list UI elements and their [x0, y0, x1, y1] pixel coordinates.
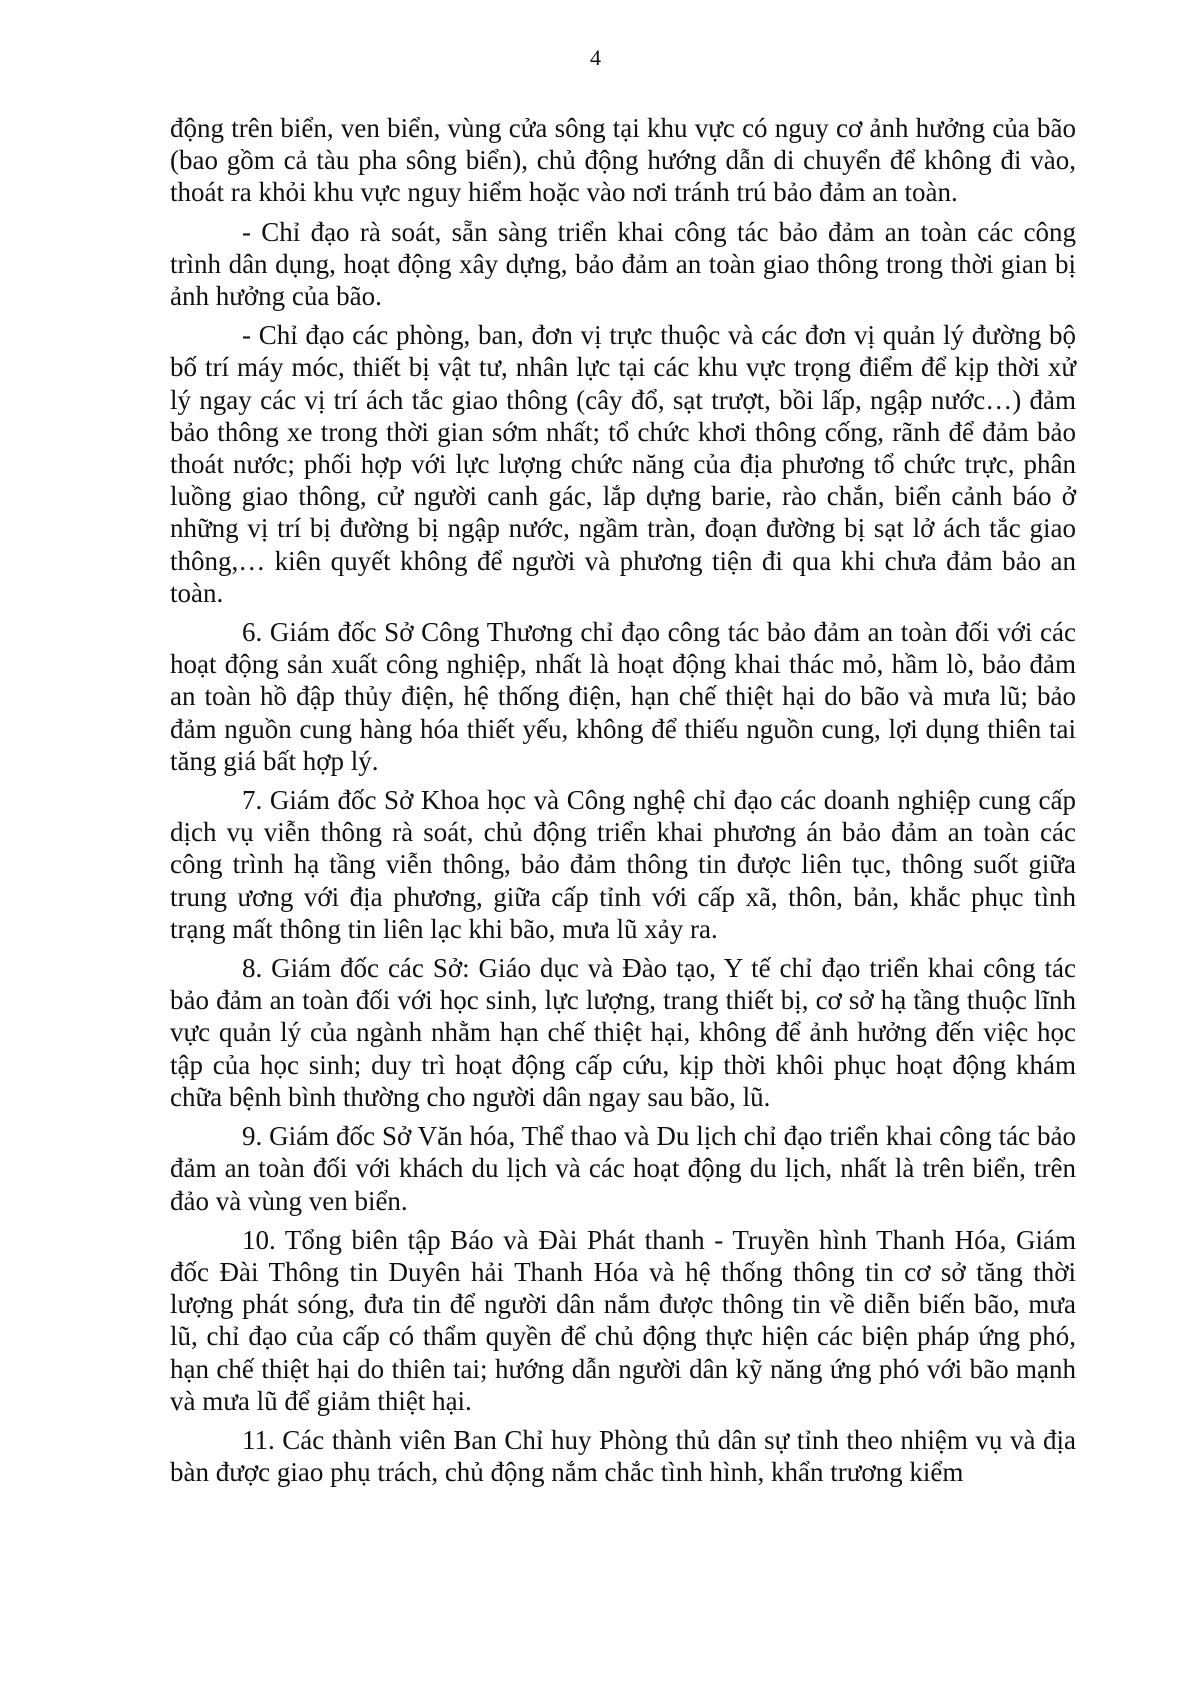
page-number: 4 — [590, 45, 601, 70]
paragraph-item-9: 9. Giám đốc Sở Văn hóa, Thể thao và Du lịch chỉ đạo triển khai công tác bảo đảm an toàn đối với khách du lịch và các hoạt động du lịch, nhất là trên biển, trên đảo và vùng ven biển. — [170, 1121, 1076, 1216]
paragraph-item-7: 7. Giám đốc Sở Khoa học và Công nghệ chỉ đạo các doanh nghiệp cung cấp dịch vụ viễn thông rà soát, chủ động triển khai phương án bảo đảm an toàn các công trình hạ tầng viễn thông, bảo đảm thông tin được liên tục, thông suốt giữa trung ương với địa phương, giữa cấp tỉnh với cấp xã, thôn, bản, khắc phục tình trạng mất thông tin liên lạc khi bão, mưa lũ xảy ra. — [170, 785, 1076, 944]
paragraph-road-clearance: - Chỉ đạo các phòng, ban, đơn vị trực thuộc và các đơn vị quản lý đường bộ bố trí máy móc, thiết bị vật tư, nhân lực tại các khu vực trọng điểm để kịp thời xử lý ngay các vị trí ách tắc giao thông (cây đổ, sạt trượt, bồi lấp, ngập nước…) đảm bảo thông xe trong thời gian sớm nhất; tổ chức khơi thông cống, rãnh để đảm bảo thoát nước; phối hợp với lực lượng chức năng của địa phương tổ chức trực, phân luồng giao thông, cử người canh gác, lắp dựng barie, rào chắn, biển cảnh báo ở những vị trí bị đường bị ngập nước, ngầm tràn, đoạn đường bị sạt lở ách tắc giao thông,… kiên quyết không để người và phương tiện đi qua khi chưa đảm bảo an toàn. — [170, 320, 1076, 608]
paragraph-item-11: 11. Các thành viên Ban Chỉ huy Phòng thủ dân sự tỉnh theo nhiệm vụ và địa bàn được giao phụ trách, chủ động nắm chắc tình hình, khẩn trương kiểm — [170, 1424, 1076, 1488]
paragraph-item-8: 8. Giám đốc các Sở: Giáo dục và Đào tạo, Y tế chỉ đạo triển khai công tác bảo đảm an toàn đối với học sinh, lực lượng, trang thiết bị, cơ sở hạ tầng thuộc lĩnh vực quản lý của ngành nhằm hạn chế thiệt hại, không để ảnh hưởng đến việc học tập của học sinh; duy trì hoạt động cấp cứu, kịp thời khôi phục hoạt động khám chữa bệnh bình thường cho người dân ngay sau bão, lũ. — [170, 953, 1076, 1112]
paragraph-item-6: 6. Giám đốc Sở Công Thương chỉ đạo công tác bảo đảm an toàn đối với các hoạt động sản xuất công nghiệp, nhất là hoạt động khai thác mỏ, hầm lò, bảo đảm an toàn hồ đập thủy điện, hệ thống điện, hạn chế thiệt hại do bão và mưa lũ; bảo đảm nguồn cung hàng hóa thiết yếu, không để thiếu nguồn cung, lợi dụng thiên tai tăng giá bất hợp lý. — [170, 617, 1076, 776]
paragraph-continuation: động trên biển, ven biển, vùng cửa sông tại khu vực có nguy cơ ảnh hưởng của bão (bao gồm cả tàu pha sông biển), chủ động hướng dẫn di chuyển để không đi vào, thoát ra khỏi khu vực nguy hiểm hoặc vào nơi tránh trú bảo đảm an toàn. — [170, 113, 1076, 208]
paragraph-item-10: 10. Tổng biên tập Báo và Đài Phát thanh - Truyền hình Thanh Hóa, Giám đốc Đài Thông tin Duyên hải Thanh Hóa và hệ thống thông tin cơ sở tăng thời lượng phát sóng, đưa tin để người dân nắm được thông tin về diễn biến bão, mưa lũ, chỉ đạo của cấp có thẩm quyền để chủ động thực hiện các biện pháp ứng phó, hạn chế thiệt hại do thiên tai; hướng dẫn người dân kỹ năng ứng phó với bão mạnh và mưa lũ để giảm thiệt hại. — [170, 1224, 1076, 1416]
paragraph-construction-safety: - Chỉ đạo rà soát, sẵn sàng triển khai công tác bảo đảm an toàn các công trình dân dụng, hoạt động xây dựng, bảo đảm an toàn giao thông trong thời gian bị ảnh hưởng của bão. — [170, 216, 1076, 312]
body-text — [170, 112, 1076, 1495]
